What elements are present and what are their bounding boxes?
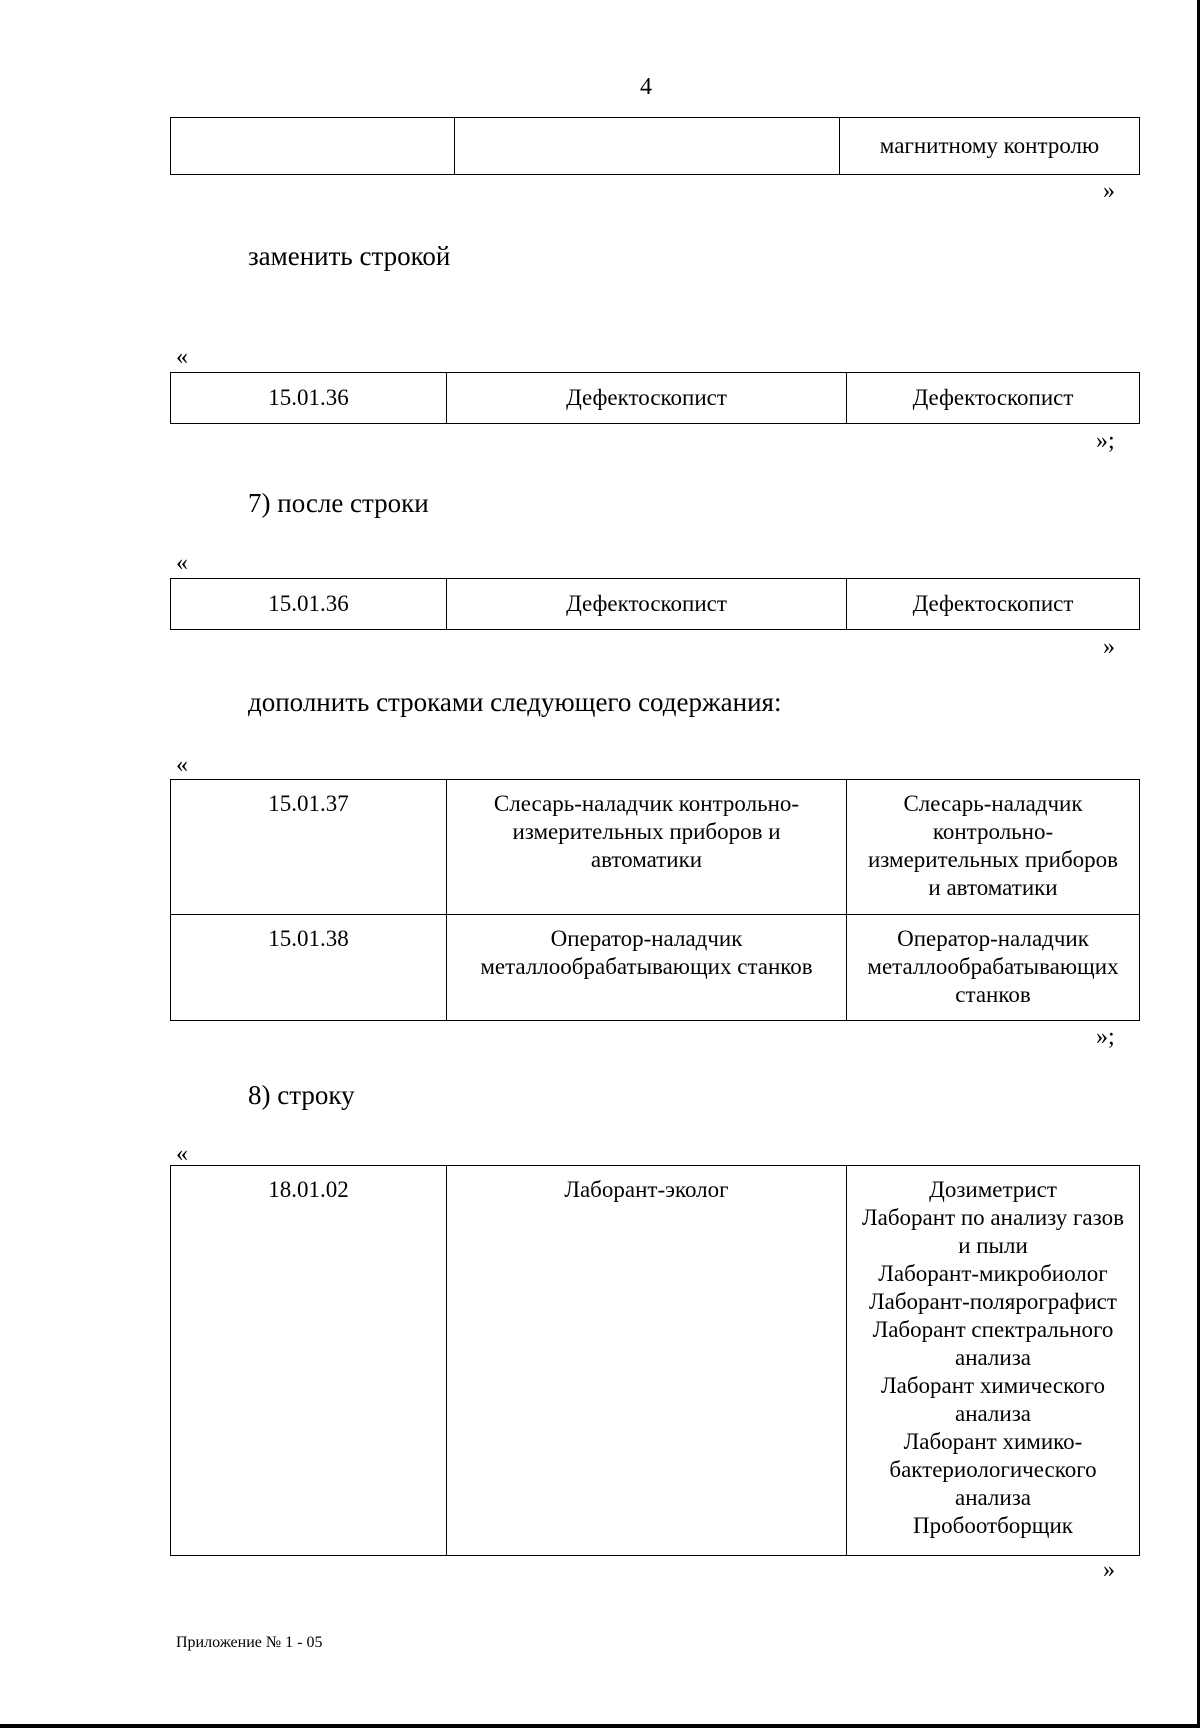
cell-line: измерительных приборов и [512, 819, 781, 844]
opening-quote: « [176, 550, 188, 576]
cell-line: и автоматики [928, 875, 1058, 900]
page-number: 4 [640, 74, 652, 100]
table-cell-code: 15.01.36 [171, 373, 447, 424]
paragraph-item-8: 8) строку [248, 1080, 355, 1110]
table-row-to-replace [170, 1165, 1140, 1556]
table-row [171, 915, 1140, 1021]
table-cell-detail: магнитному контролю [840, 118, 1140, 175]
table-cell-name [447, 915, 847, 1021]
table-after-row [170, 578, 1140, 630]
table-cell-name: Лаборант-эколог [447, 1166, 847, 1556]
cell-line: Лаборант спектрального [872, 1317, 1114, 1342]
table-row [171, 373, 1140, 424]
cell-line: автоматики [590, 847, 703, 872]
table-row [171, 118, 1140, 175]
closing-quote-semicolon: »; [1096, 1024, 1115, 1050]
cell-line: контрольно- [932, 819, 1054, 844]
closing-quote: » [1103, 634, 1115, 660]
cell-line: Оператор-наладчик [897, 926, 1089, 951]
cell-line: Дозиметрист [929, 1177, 1057, 1202]
table-cell-name [447, 780, 847, 915]
cell-line: анализа [954, 1401, 1031, 1426]
cell-line: Оператор-наладчик [550, 926, 743, 951]
cell-line: Лаборант химического [881, 1373, 1105, 1398]
table-cell-detail [847, 915, 1140, 1021]
table-cell-name: Дефектоскопист [447, 579, 847, 630]
opening-quote: « [176, 344, 188, 370]
table-cell-detail [847, 780, 1140, 915]
closing-quote-semicolon: »; [1096, 428, 1115, 454]
cell-line: Слесарь-наладчик [903, 791, 1083, 816]
table-row [171, 579, 1140, 630]
table-row [171, 780, 1140, 915]
opening-quote: « [176, 1141, 188, 1167]
closing-quote: » [1103, 1557, 1115, 1583]
footer-appendix-label: Приложение № 1 - 05 [176, 1634, 323, 1651]
table-cell-code: 15.01.36 [171, 579, 447, 630]
table-cell-name: Дефектоскопист [447, 373, 847, 424]
table-cell-detail: Дефектоскопист [847, 373, 1140, 424]
cell-line: металлообрабатывающих [867, 954, 1119, 979]
table-cell-code [171, 118, 455, 175]
cell-line: Лаборант-полярографист [869, 1289, 1117, 1314]
table-cell-code: 15.01.38 [171, 915, 447, 1021]
cell-line: Лаборант-микробиолог [878, 1261, 1108, 1286]
cell-line: Слесарь-наладчик контрольно- [493, 791, 800, 816]
cell-line: анализа [954, 1485, 1031, 1510]
table-cell-code: 15.01.37 [171, 780, 447, 915]
page-edge-bottom [0, 1724, 1200, 1728]
cell-line: измерительных приборов [867, 847, 1119, 872]
cell-line: металлообрабатывающих станков [480, 954, 813, 979]
paragraph-replace: заменить строкой [248, 241, 451, 271]
table-new-rows [170, 779, 1140, 1021]
paragraph-add-rows: дополнить строками следующего содержания: [248, 687, 782, 717]
cell-line: Пробоотборщик [913, 1513, 1073, 1538]
paragraph-item-7: 7) после строки [248, 488, 429, 518]
cell-line: анализа [954, 1345, 1031, 1370]
table-cell-name [455, 118, 840, 175]
table-cell-detail: Дефектоскопист [847, 579, 1140, 630]
cell-line: бактериологического [889, 1457, 1097, 1482]
table-cell-detail [847, 1166, 1140, 1556]
opening-quote: « [176, 752, 188, 778]
cell-line: и пыли [958, 1233, 1028, 1258]
cell-line: станков [955, 982, 1031, 1007]
table-cell-code: 18.01.02 [171, 1166, 447, 1556]
cell-line: Лаборант химико- [903, 1429, 1083, 1454]
table-continuation [170, 117, 1140, 175]
table-row [171, 1166, 1140, 1556]
table-replacement-row [170, 372, 1140, 424]
cell-line: Лаборант по анализу газов [862, 1205, 1124, 1230]
closing-quote: » [1103, 178, 1115, 204]
